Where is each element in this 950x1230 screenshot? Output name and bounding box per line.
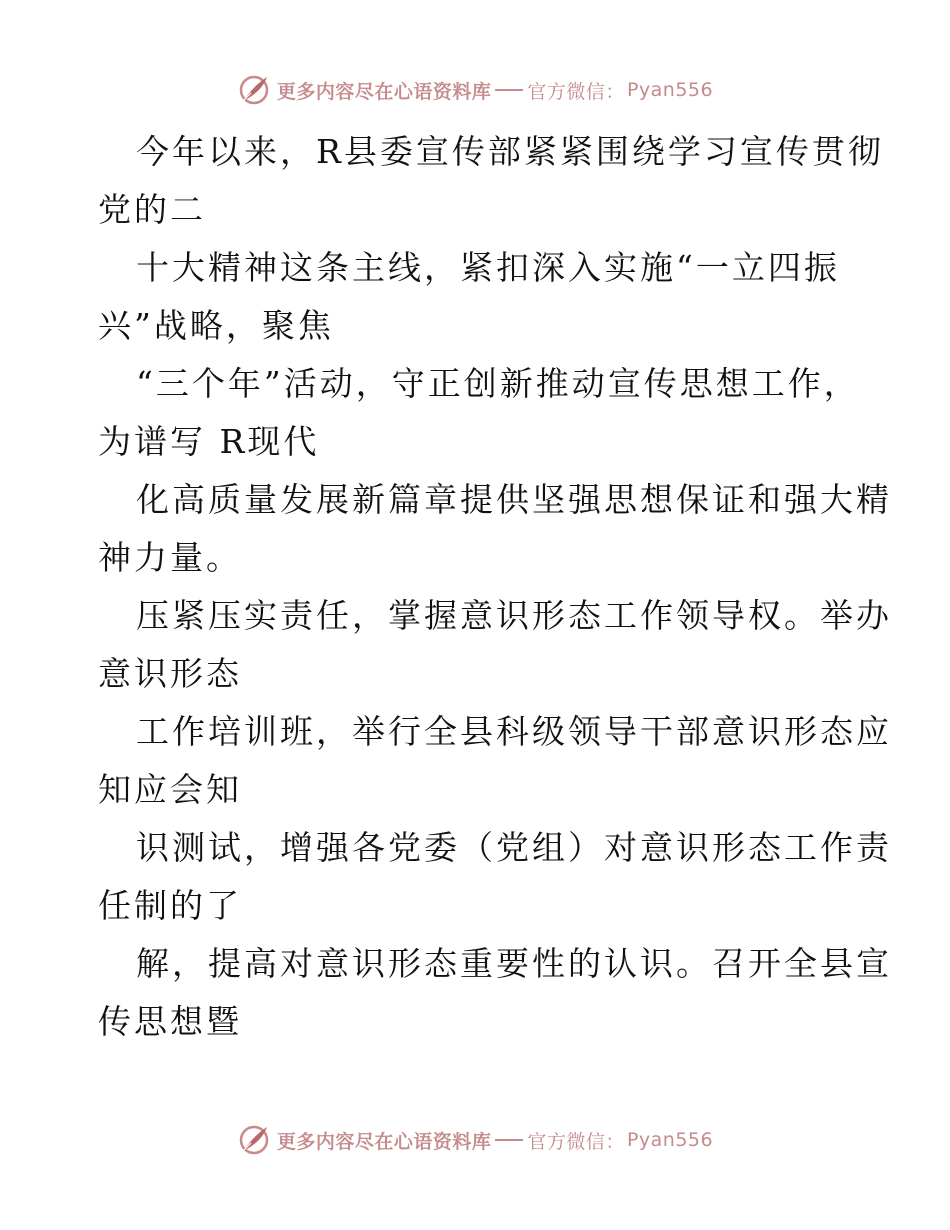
watermark-sub: 官方微信： [527,80,625,103]
text-line: 兴”战略，聚焦 [98,306,334,345]
text-line: 任制的了 [98,886,242,925]
text-line: 知应会知 [98,770,242,809]
text-line: 传思想暨 [98,1002,242,1041]
watermark-brand: 更多内容尽在心语资料库 [276,1130,492,1153]
watermark-separator [495,89,523,91]
text-line: 党的二 [98,190,206,229]
document-body [98,123,892,1051]
text-line: 化高质量发展新篇章提供坚强思想保证和强大精 [136,480,892,519]
quill-logo-icon [237,1123,271,1157]
footer-watermark [0,1120,950,1160]
watermark-sub: 官方微信： [527,1130,625,1153]
watermark-text [277,1127,713,1154]
text-line: 意识形态 [98,654,242,693]
text-line: 今年以来，R县委宣传部紧紧围绕学习宣传贯彻 [136,132,884,171]
text-line: “三个年”活动，守正创新推动宣传思想工作， [136,364,860,403]
text-line: 为谱写 R现代 [98,422,320,461]
text-line: 工作培训班，举行全县科级领导干部意识形态应 [136,712,892,751]
text-line: 识测试，增强各党委（党组）对意识形态工作责 [136,828,892,867]
text-line: 神力量。 [98,538,242,577]
watermark-text [277,77,713,104]
text-line: 十大精神这条主线，紧扣深入实施“一立四振 [136,248,840,287]
watermark-id: Pyan556 [626,1129,714,1151]
header-watermark [0,70,950,110]
watermark-id: Pyan556 [626,79,714,101]
watermark-brand: 更多内容尽在心语资料库 [276,80,492,103]
quill-logo-icon [237,73,271,107]
watermark-separator [495,1139,523,1141]
text-line: 压紧压实责任，掌握意识形态工作领导权。举办 [136,596,892,635]
text-line: 解，提高对意识形态重要性的认识。召开全县宣 [136,944,892,983]
